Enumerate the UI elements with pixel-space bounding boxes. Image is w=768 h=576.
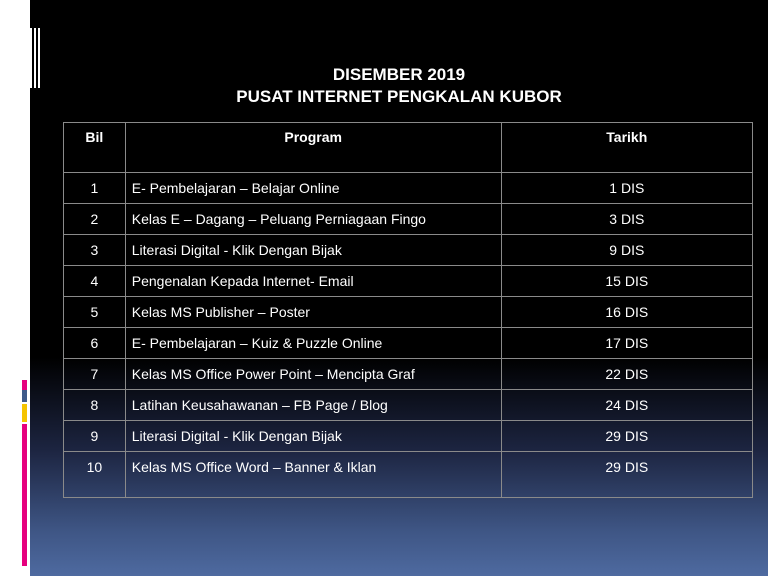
table-row — [64, 328, 753, 359]
table-row — [64, 452, 753, 498]
cell-tarikh: 29 DIS — [501, 452, 752, 498]
table-row — [64, 297, 753, 328]
cell-tarikh: 15 DIS — [501, 266, 752, 297]
cell-program: Literasi Digital - Klik Dengan Bijak — [125, 235, 501, 266]
accent-bar-blue — [22, 390, 27, 402]
table-header-row — [64, 123, 753, 173]
cell-program: Literasi Digital - Klik Dengan Bijak — [125, 421, 501, 452]
cell-tarikh: 24 DIS — [501, 390, 752, 421]
cell-tarikh: 3 DIS — [501, 204, 752, 235]
table-row — [64, 421, 753, 452]
header-tarikh: Tarikh — [501, 123, 752, 173]
cell-bil: 9 — [64, 421, 126, 452]
cell-program: E- Pembelajaran – Kuiz & Puzzle Online — [125, 328, 501, 359]
cell-tarikh: 17 DIS — [501, 328, 752, 359]
cell-bil: 2 — [64, 204, 126, 235]
table-row — [64, 390, 753, 421]
cell-bil: 7 — [64, 359, 126, 390]
table-row — [64, 173, 753, 204]
cell-bil: 1 — [64, 173, 126, 204]
cell-program: Kelas E – Dagang – Peluang Perniagaan Fingo — [125, 204, 501, 235]
left-margin-strip — [0, 0, 30, 576]
cell-program: Kelas MS Office Word – Banner & Iklan — [125, 452, 501, 498]
header-program: Program — [125, 123, 501, 173]
cell-bil: 3 — [64, 235, 126, 266]
cell-bil: 8 — [64, 390, 126, 421]
cell-tarikh: 1 DIS — [501, 173, 752, 204]
slide — [30, 0, 768, 576]
cell-tarikh: 16 DIS — [501, 297, 752, 328]
cell-tarikh: 22 DIS — [501, 359, 752, 390]
accent-bar-yellow — [22, 404, 27, 422]
cell-program: E- Pembelajaran – Belajar Online — [125, 173, 501, 204]
header-bil: Bil — [64, 123, 126, 173]
table-row — [64, 204, 753, 235]
program-table — [63, 122, 753, 498]
cell-program: Latihan Keusahawanan – FB Page / Blog — [125, 390, 501, 421]
cell-program: Pengenalan Kepada Internet- Email — [125, 266, 501, 297]
cell-program: Kelas MS Office Power Point – Mencipta Graf — [125, 359, 501, 390]
cell-tarikh: 29 DIS — [501, 421, 752, 452]
table-row — [64, 359, 753, 390]
title-line-2: PUSAT INTERNET PENGKALAN KUBOR — [236, 87, 562, 106]
cell-bil: 4 — [64, 266, 126, 297]
table-row — [64, 266, 753, 297]
accent-bar-pink-top — [22, 380, 27, 390]
cell-bil: 10 — [64, 452, 126, 498]
title-line-1: DISEMBER 2019 — [332, 65, 466, 84]
accent-bar-pink-bottom — [22, 424, 27, 566]
table-row — [64, 235, 753, 266]
slide-title — [30, 64, 768, 108]
cell-program: Kelas MS Publisher – Poster — [125, 297, 501, 328]
cell-bil: 5 — [64, 297, 126, 328]
cell-tarikh: 9 DIS — [501, 235, 752, 266]
cell-bil: 6 — [64, 328, 126, 359]
